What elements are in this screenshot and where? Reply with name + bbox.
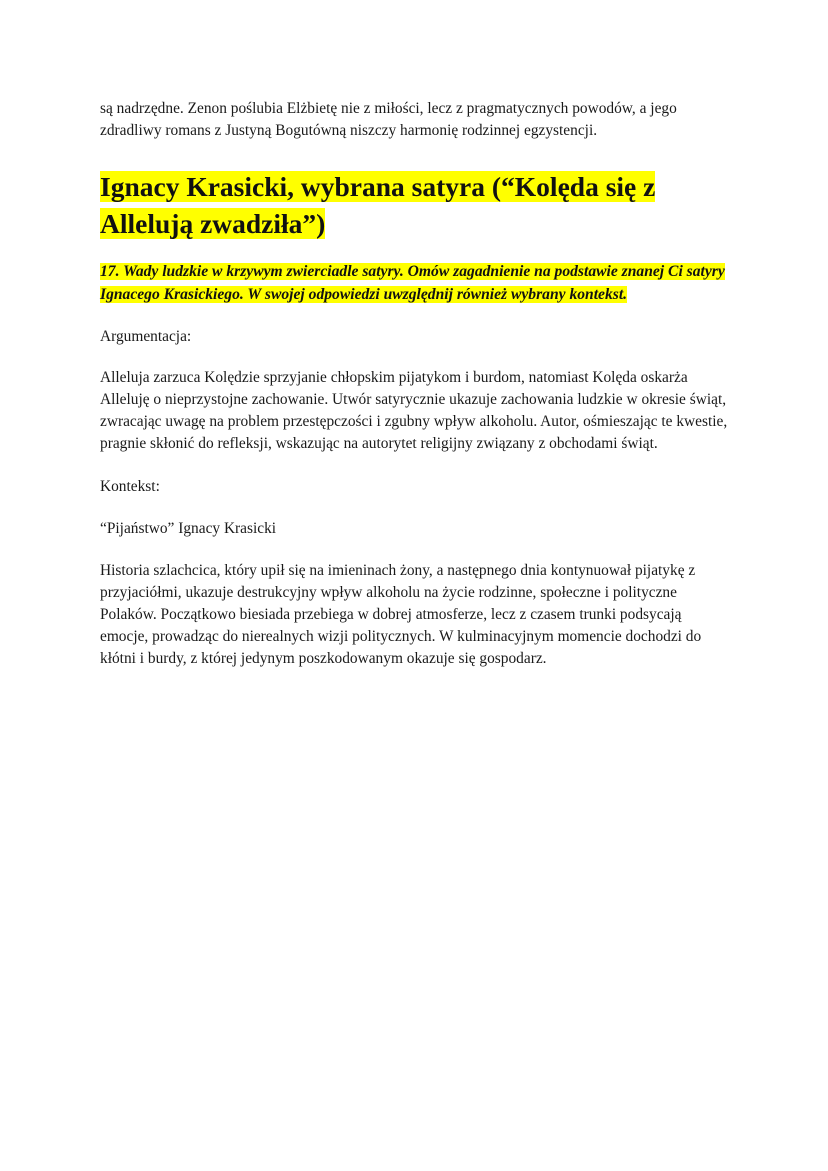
context-title: “Pijaństwo” Ignacy Krasicki bbox=[100, 520, 277, 537]
exam-question bbox=[100, 260, 735, 306]
context-label: Kontekst: bbox=[100, 478, 160, 495]
section-heading bbox=[100, 168, 700, 242]
intro-paragraph: są nadrzędne. Zenon poślubia Elżbietę nie z miłości, lecz z pragmatycznych powodów, a jego zdradliwy romans z Justyną Bogutówną niszczy harmonię rodzinnej egzystencji. bbox=[100, 100, 677, 139]
argument-paragraph: Alleluja zarzuca Kolędzie sprzyjanie chłopskim pijatykom i burdom, natomiast Kolęda oskarża Alleluję o nieprzystojne zachowanie. Utwór satyrycznie ukazuje zachowania ludzkie w okresie świąt, zwracając uwagę na problem przestępczości i zgubny wpływ alkoholu. Autor, ośmieszając te kwestie, pragnie skłonić do refleksji, wskazując na autorytet religijny związany z obchodami świąt. bbox=[100, 369, 728, 452]
argument-label: Argumentacja: bbox=[100, 328, 192, 345]
exam-question-text: 17. Wady ludzkie w krzywym zwierciadle satyry. Omów zagadnienie na podstawie znanej Ci satyry Ignacego Krasickiego. W swojej odpowiedzi uwzględnij również wybrany kontekst. bbox=[100, 263, 725, 303]
context-paragraph: Historia szlachcica, który upił się na imieninach żony, a następnego dnia kontynuował pijatykę z przyjaciółmi, ukazuje destrukcyjny wpływ alkoholu na życie rodzinne, społeczne i polityczne Polaków. Początkowo biesiada przebiega w dobrej atmosferze, lecz z czasem trunki podsycają emocje, prowadząc do nierealnych wizji politycznych. W kulminacyjnym momencie dochodzi do kłótni i burdy, z której jedynym poszkodowanym okazuje się gospodarz. bbox=[100, 562, 702, 667]
section-heading-text: Ignacy Krasicki, wybrana satyra (“Kolęda się z Allelują zwadziła”) bbox=[100, 171, 656, 239]
document-page bbox=[100, 98, 740, 670]
